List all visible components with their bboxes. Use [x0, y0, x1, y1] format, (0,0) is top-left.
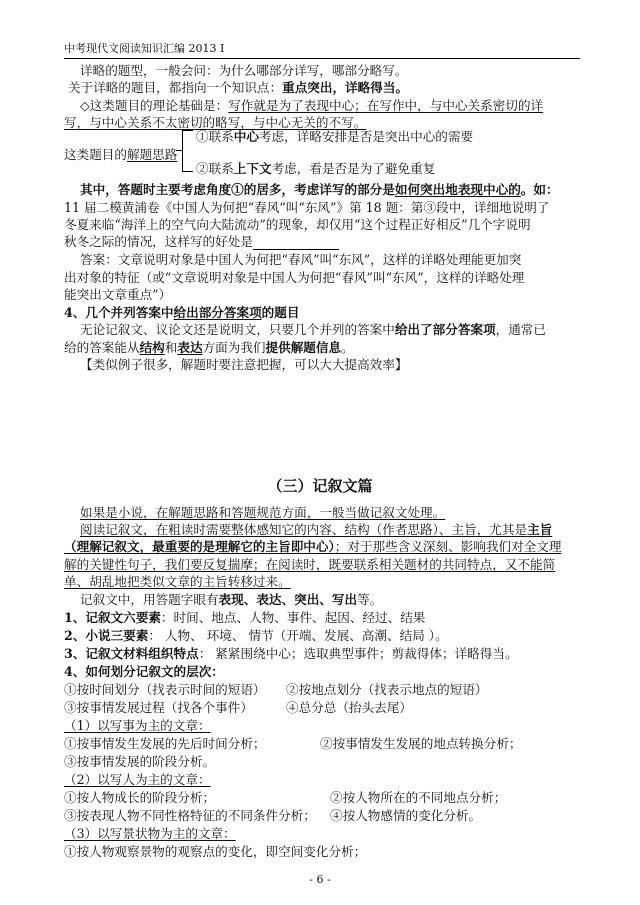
- item-heading: 4、几个并列答案中给出部分答案项的题目: [64, 305, 300, 320]
- running-header: 中考现代文阅读知识汇编 2013 Ⅰ: [64, 42, 225, 55]
- text-line: ③按事情发展过程（找各个事件）: [64, 700, 253, 715]
- brace-item: ①联系中心考虑，详略安排是否是突出中心的需要: [196, 129, 474, 144]
- text-line: 答案：文章说明对象是中国人为何把“春风”叫“东风”，这样的详略处理能更加突: [80, 252, 522, 267]
- text-line: ③按表现人物不同性格特征的不同条件分析；: [64, 808, 316, 823]
- brace-item: ②联系上下文考虑，看是否是为了避免重复: [196, 161, 436, 176]
- text-line: 写，与中心关系不太密切的略写，与中心无关的不写。: [64, 115, 367, 130]
- text-line: ④总分总（抬头去尾）: [286, 700, 412, 715]
- brace: [182, 130, 193, 172]
- text-line: ①按人物观察景物的观察点的变化，即空间变化分析；: [64, 844, 367, 859]
- answer-blank: [253, 236, 339, 250]
- text-line: 3、记叙文材料组织特点： 紧紧围绕中心；选取典型事件；剪裁得体；详略得当。: [64, 646, 518, 661]
- text-line: （理解记叙文，最重要的是理解它的主旨即中心）；对于那些含义深刻、影响我们对全文理: [64, 539, 562, 554]
- text-line: 记叙文中，用答题字眼有表现、表达、突出、写出等。: [80, 592, 383, 607]
- text-line: ①按时间划分（找表示时间的短语）: [64, 682, 266, 697]
- text-line: ①按人物成长的阶段分析；: [64, 790, 216, 805]
- text-line: ②按人物所在的不同地点分析；: [330, 790, 507, 805]
- text-line: 出对象的特征（或“文章说明对象是中国人为何把“春风”叫“东风”，这样的详略处理: [64, 270, 525, 285]
- text-line: ④按人物感情的变化分析。: [330, 808, 482, 823]
- page-number: - 6 -: [309, 873, 331, 886]
- text-line: 单、胡乱地把类似文章的主旨转移过来。: [64, 574, 291, 589]
- text-line: 其中，答题时主要考虑角度①的居多，考虑详写的部分是如何突出地表现中心的。如：: [80, 182, 559, 197]
- brace-label: 这类题目的解题思路: [64, 147, 178, 162]
- text-line: 详略的题型，一般会问：为什么哪部分详写，哪部分略写。: [80, 63, 408, 78]
- text-line: 11 届二模黄浦卷《中国人为何把“春风”叫“东风”》第 18 题：第③段中，详细地说明了: [64, 200, 550, 215]
- text-line: 解的关键性句子，我们要反复揣摩；在阅读时，既要联系相关题材的共同特点，又不能简: [64, 557, 556, 572]
- text-line: ②按地点划分（找表示地点的短语）: [286, 682, 488, 697]
- text-line: ③按事情发展的阶段分析。: [64, 754, 216, 769]
- text-line: ◇这类题目的理论基础是：写作就是为了表现中心；在写作中，与中心关系密切的详: [80, 98, 544, 113]
- text-line: 能突出文章重点”）: [64, 287, 172, 302]
- note-line: 【类似例子很多，解题时要注意把握，可以大大提高效率】: [80, 357, 408, 372]
- text-line: 秋冬之际的情况，这样写的好处是: [64, 233, 339, 250]
- sub-heading: （3）以写景状物为主的文章：: [64, 826, 236, 841]
- text-line: 关于详略的题目，都指向一个知识点：重点突出，详略得当。: [68, 80, 409, 95]
- text-line: 给的答案能从结构和表达方面为我们提供解题信息。: [64, 340, 354, 355]
- sub-heading: （2）以写人为主的文章：: [64, 772, 211, 787]
- text-line: ②按事情发生发展的地点转换分析；: [320, 736, 522, 751]
- text-line: ①按事情发生发展的先后时间分析；: [64, 736, 266, 751]
- text-line: 无论记叙文、议论文还是说明文，只要几个并列的答案中给出了部分答案项，通常已: [80, 322, 546, 337]
- text-line: 冬夏来临“海洋上的空气向大陆流动”的现象，却仅用“这个过程正好相反”几个字说明: [64, 217, 531, 232]
- text-line: 阅读记叙文，在粗读时需要整体感知它的内容、结构（作者思路）、主旨，尤其是主旨: [80, 522, 553, 537]
- header-rule: [64, 58, 580, 59]
- item-heading: 4、如何划分记叙文的层次：: [64, 664, 224, 679]
- text-line: 2、小说三要素： 人物、 环境、 情节（开端、发展、高潮、结局 ）。: [64, 628, 448, 643]
- brace-tick: [176, 150, 182, 151]
- text-line: 如果是小说，在解题思路和答题规范方面，一般当做记叙文处理。: [80, 505, 446, 520]
- section-title: （三）记叙文篇: [267, 477, 373, 495]
- sub-heading: （1）以写事为主的文章：: [64, 718, 211, 733]
- text-line: 1、记叙文六要素：时间、地点、人物、事件、起因、经过、结果: [64, 610, 426, 625]
